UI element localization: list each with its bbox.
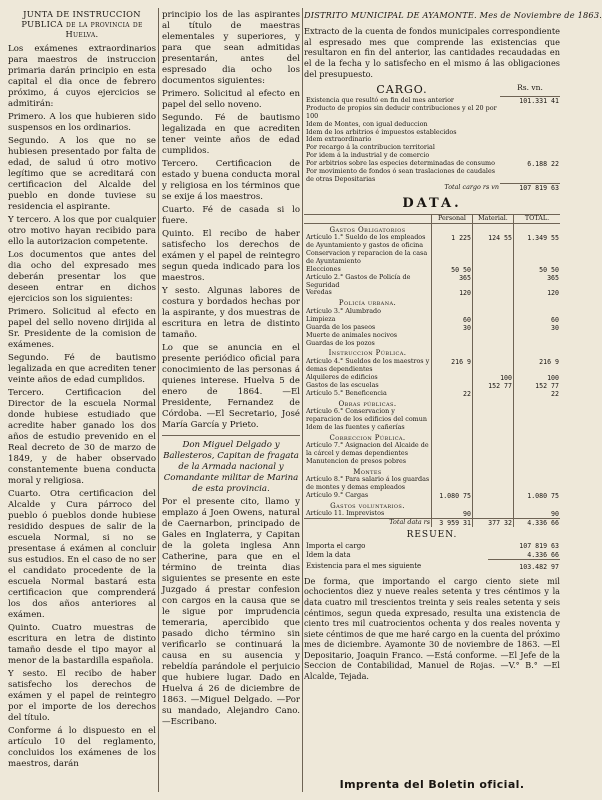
data-row [304, 492, 560, 500]
junta-paragraph: Segundo. A los que no se hubiesen presentado por falta de edad, de salud ú otro motivo legítimo que se acreditará con certificacion del Alcalde del pueblo en donde tuviese su residencia el aspirante. [8, 135, 156, 212]
data-header-personal: Personal [432, 215, 473, 224]
data-row-personal: 90 [432, 510, 473, 519]
data-row-personal [432, 408, 473, 424]
data-row [304, 250, 560, 266]
data-row-material [473, 289, 514, 297]
data-row-label: Artículo 4.° Sueldos de los maestros y demas dependientes [304, 358, 432, 374]
data-row [304, 358, 560, 374]
data-row [304, 274, 560, 290]
cargo-title: CARGO. [376, 83, 428, 97]
data-row-personal [432, 340, 473, 348]
junta-paragraph: Y sesto. El recibo de haber satisfecho los derechos de exámen y el papel de reintegro por el importe de los derechos del título. [8, 668, 156, 723]
data-group-spacer [514, 398, 561, 409]
data-row-total: 1.080 75 [527, 491, 559, 500]
data-row-personal: 365 [432, 274, 473, 290]
cargo-row-label: Por recargo á la contribucion territorial [306, 143, 435, 152]
column-rule-1 [158, 8, 159, 792]
data-group-spacer [432, 297, 473, 308]
data-row-material: 100 [473, 374, 514, 382]
junta-paragraph: Segundo. Fé de bautismo legalizada en que acrediten tener veinte años de edad cumplidos. [8, 352, 156, 385]
data-row-personal: 22 [432, 390, 473, 398]
edict-paragraph: Don Miguel Delgado y Ballesteros, Capitan de fragata de la Armada nacional y Comandante militar de Marina de esta provincia. [163, 440, 299, 494]
data-group-title: Montes [304, 466, 432, 477]
data-row-label: Idem de las fuentes y cañerías [304, 424, 432, 432]
cargo-row-amount [500, 121, 560, 129]
data-group-spacer [432, 223, 473, 234]
data-row-personal [432, 382, 473, 390]
junta-paragraph: Tercero. Certificacion del Director de la escuela Normal donde hubiese estudiado que acredite haber ganado los dos años de estudio prevenido en el Real decreto de 30 de marzo de 1849, y de haber observado constantemente buena conducta moral y religiosa. [8, 387, 156, 486]
data-row [304, 408, 560, 424]
data-row-total: 100 [547, 373, 559, 382]
data-row-label: Limpieza [304, 316, 432, 324]
data-group-spacer [514, 347, 561, 358]
data-row-material [473, 316, 514, 324]
announcement-paragraph: Segundo. Fé de bautismo legalizada en que acrediten tener veinte años de edad cumplidos. [162, 113, 300, 156]
data-row-label: Veredas [304, 289, 432, 297]
data-row-material [473, 308, 514, 316]
cargo-row-amount [500, 168, 560, 184]
data-row-total: 1.349 55 [527, 234, 559, 243]
data-row-label: Guardas de los pozos [304, 340, 432, 348]
data-row [304, 234, 560, 250]
data-row-material [473, 332, 514, 340]
data-row-label: Guarda de los paseos [304, 324, 432, 332]
data-row-material [473, 492, 514, 500]
resumen-row-label: Existencia para el mes siguiente [306, 562, 422, 571]
data-row-material [473, 340, 514, 348]
cargo-row-label: Idem de Montes, con igual deduccion [306, 119, 428, 128]
data-row-material [473, 266, 514, 274]
resumen-row-label: Importa el cargo [306, 542, 366, 551]
data-row-label: Alquileres de edificios [304, 374, 432, 382]
data-row-material [473, 390, 514, 398]
cargo-row-amount [500, 144, 560, 152]
data-row [304, 308, 560, 316]
data-group-title: Instruccion Pública. [304, 347, 432, 358]
data-row [304, 390, 560, 398]
data-row-label: Artículo 8.° Para salario á los guardas de montes y demas empleados [304, 476, 432, 492]
extract-text: Extracto de la cuenta de fondos municipales correspondiente al espresado mes que comprende las existencias que resultaron en fin del anterior, las cantidades recaudadas en el de la fecha y lo satisfecho en el mismo á las obligaciones del presupuesto. [304, 26, 560, 79]
data-row-personal: 50 50 [432, 266, 473, 274]
data-row [304, 458, 560, 466]
closing-text: De forma, que importando el cargo ciento siete mil ochocientos diez y nueve reales setenta y tres céntimos y la data cuatro mil trescientos treinta y seis reales setenta y seis céntimos, segun queda expresado, resulta una existencia de ciento tres mil cuatrocientos ochenta y dos reales noventa y siete céntimos de que me haré cargo en la cuenta del próximo mes de diciembre. Ayamonte 30 de noviembre de 1863. —El Depositario, Joaquin Franco. —Está conforme. —El Jefe de la Seccion de Contabilidad, Manuel de Rojas. —V.° B.° —El Alcalde, Tejada. [304, 575, 560, 681]
data-row-total: 365 [547, 273, 559, 282]
data-group-title: Obras públicas. [304, 398, 432, 409]
data-group-title: Correccion Pública. [304, 432, 432, 443]
data-row-personal [432, 250, 473, 266]
data-row-label: Artículo 11. Imprevistos [304, 510, 432, 519]
resumen-row-amount: 107 819 63 [519, 542, 559, 551]
data-header-total: TOTAL. [524, 214, 550, 223]
data-row-label: Muerte de animales nocivos [304, 332, 432, 340]
data-row-material [473, 442, 514, 458]
data-row-label: Artículo 7.° Asignacion del Alcaide de la cárcel y demas dependientes [304, 442, 432, 458]
cargo-total: 107 819 63 [500, 184, 560, 193]
data-group-spacer [473, 398, 514, 409]
data-group-spacer [432, 347, 473, 358]
resumen-row-amount: 4.336 66 [527, 550, 559, 559]
data-row-material: 124 55 [473, 234, 514, 250]
divider [162, 435, 300, 436]
edict-paragraph: Por el presente cito, llamo y emplazo á Joen Owens, natural de Caernarbon, principado de Gales en Inglaterra, y Capitan de la goleta inglesa Ann Catherine, para que en el término de treinta dias siguientes se presente en este Juzgado á prestar confesion con cargos en la causa que se le sigue por imprudencia temeraria, apercibido que pasado dicho término sin verificarlo se continuará la causa en su ausencia y rebeldía parándole el perjuicio que hubiere lugar. Dado en Huelva á 26 de diciembre de 1863. —Miguel Delgado. —Por su mandado, Alejandro Cano. —Escribano. [162, 497, 300, 727]
resumen-table [304, 542, 560, 571]
cargo-row [304, 105, 560, 121]
data-row [304, 289, 560, 297]
data-row-label: Artículo 3.° Alumbrado [304, 308, 432, 316]
data-row [304, 510, 560, 519]
junta-paragraph: Primero. Solicitud al efecto en papel del sello noveno dirijida al Sr. Presidente de la comision de exámenes. [8, 306, 156, 350]
data-row-label: Conservacion y reparacion de la casa de Ayuntamiento [304, 250, 432, 266]
data-row-label: Artículo 9.° Cargas [304, 492, 432, 500]
data-row-personal [432, 424, 473, 432]
cargo-total-label: Total cargo rs vn [444, 182, 499, 191]
data-group-title: Gastos Obligatorios [304, 223, 432, 234]
data-row [304, 442, 560, 458]
announcement-paragraph: Tercero. Certificacion de estado y buena conducta moral y religiosa en los términos que se exije á los maestros. [162, 159, 300, 202]
data-row-material [473, 250, 514, 266]
column-ayamonte-account [304, 10, 602, 683]
data-row-total [514, 332, 561, 340]
announcement-paragraph: Lo que se anuncia en el presente periódico oficial para conocimiento de las personas á quienes interese. Huelva 5 de enero de 1864. —El Presidente, Fernandez de Córdoba. —El Secretario, José María García y Prieto. [162, 343, 300, 430]
data-row-material [473, 358, 514, 374]
cargo-row-amount: 101.331 41 [519, 97, 559, 106]
column-continuation [162, 10, 300, 730]
data-group-spacer [473, 223, 514, 234]
cargo-row-label: Por movimiento de fondos ó sean traslaciones de caudales de otras Depositarias [306, 166, 496, 183]
data-row-total [514, 458, 561, 466]
data-row-total: 216 9 [539, 357, 559, 366]
data-row-material [473, 274, 514, 290]
cargo-row-amount [500, 105, 560, 121]
data-table [304, 214, 560, 527]
data-row-material [473, 458, 514, 466]
data-total: 4.336 66 [527, 519, 559, 528]
data-row-personal [432, 458, 473, 466]
cargo-row-amount [500, 136, 560, 144]
data-row-personal [432, 332, 473, 340]
resumen-title: RESUEN. [406, 530, 458, 541]
data-total-personal: 3 959 31 [432, 519, 473, 528]
data-row-label: Gastos de las escuelas [304, 382, 432, 390]
district-heading: DISTRITO MUNICIPAL DE AYAMONTE. Mes de Noviembre de 1863. [304, 10, 602, 20]
data-row-material [473, 324, 514, 332]
data-row-personal: 216 9 [432, 358, 473, 374]
data-row-total: 120 [547, 289, 559, 298]
data-row [304, 424, 560, 432]
data-group-spacer [514, 223, 561, 234]
data-total-label: Total data rs [304, 519, 432, 528]
cargo-row-label: Idem extraordinario [306, 135, 372, 144]
data-group-title: Gastos voluntarios. [304, 500, 432, 511]
data-row-material [473, 424, 514, 432]
cargo-row-label: Existencia que resultó en fin del mes anterior [306, 95, 454, 104]
data-row-label: Artículo 2.° Gastos de Policía de Seguridad [304, 274, 432, 290]
data-group-spacer [514, 466, 561, 477]
data-row-personal: 120 [432, 289, 473, 297]
data-group-spacer [432, 466, 473, 477]
data-row-personal [432, 374, 473, 382]
announcement-paragraph: principio los de las aspirantes al título de maestras elementales y superiores, y para que sean admitidas presentarán, antes del espresado dia ocho los documentos siguientes: [162, 10, 300, 86]
data-header-material: Material. [473, 215, 514, 224]
cargo-row [304, 168, 560, 184]
data-group-spacer [432, 398, 473, 409]
printer-footer: Imprenta del Boletin oficial. [339, 778, 525, 791]
data-row-total: 50 50 [539, 265, 559, 274]
data-group-spacer [473, 500, 514, 511]
data-title: DATA. [402, 196, 462, 212]
junta-paragraph: Conforme á lo dispuesto en el artículo 10 del reglamento, concluidos los exámenes de los maestros, darán [8, 725, 156, 769]
data-row-total [514, 476, 561, 492]
junta-paragraph: Y tercero. A los que por cualquier otro motivo hayan recibido para ello la autorizacion competente. [8, 214, 156, 247]
data-group-spacer [473, 432, 514, 443]
data-row-material: 152 77 [473, 382, 514, 390]
resumen-row-amount: 103.482 97 [488, 559, 560, 571]
cargo-row-label: Por arbitrios sobre las especies determinadas de consumo [306, 158, 495, 167]
resumen-row [304, 559, 560, 571]
data-row-personal [432, 308, 473, 316]
cargo-table [304, 83, 560, 192]
cargo-unit: Rs. vn. [500, 83, 560, 96]
data-row-total [514, 250, 561, 266]
data-group-spacer [432, 500, 473, 511]
data-row-personal: 60 [432, 316, 473, 324]
data-group-spacer [473, 466, 514, 477]
data-row-total [514, 442, 561, 458]
continuation-paragraphs [162, 10, 300, 431]
data-row [304, 476, 560, 492]
data-row-total [514, 340, 561, 348]
data-group-spacer [514, 500, 561, 511]
data-row-material [473, 408, 514, 424]
data-header-concept [304, 215, 432, 224]
data-total-material: 377 32 [473, 519, 514, 528]
junta-heading: JUNTA DE INSTRUCCION PUBLICA de la provincia de Huelva. [21, 9, 143, 39]
data-row-label: Manutencion de presos pobres [304, 458, 432, 466]
data-row-personal [432, 442, 473, 458]
data-row-total [514, 424, 561, 432]
resumen-row [304, 551, 560, 560]
announcement-paragraph: Quinto. El recibo de haber satisfecho los derechos de exámen y el papel de reintegro segun queda indicado para los maestros. [162, 229, 300, 283]
data-row-total: 60 [551, 315, 559, 324]
data-row [304, 340, 560, 348]
column-rule-2 [302, 8, 303, 792]
data-row-label: Artículo 1.° Sueldo de los empleados de Ayuntamiento y gastos de oficina [304, 234, 432, 250]
announcement-paragraph: Y sesto. Algunas labores de costura y bordados hechas por la aspirante, y dos muestras de escritura en letra de distinto tamaño. [162, 286, 300, 340]
data-row-personal: 1 225 [432, 234, 473, 250]
cargo-row-amount [500, 152, 560, 160]
data-row-label: Artículo 5.° Beneficencia [304, 390, 432, 398]
data-row-personal: 30 [432, 324, 473, 332]
cargo-row-amount [500, 129, 560, 137]
data-row-material [473, 476, 514, 492]
data-group-spacer [432, 432, 473, 443]
column-junta [8, 10, 156, 772]
announcement-paragraph: Cuarto. Fé de casada si lo fuere. [162, 205, 300, 226]
data-group-title: Policía urbana. [304, 297, 432, 308]
cargo-row-label: Producto de propios sin deducir contribuciones y el 20 por 100 [306, 104, 497, 121]
data-row-label: Elecciones [304, 266, 432, 274]
data-row-material [473, 510, 514, 519]
junta-paragraph: Cuarto. Otra certificacion del Alcalde y Cura párroco del pueblo ó pueblos donde hubiese residido despues de salir de la escuela Normal, si no se presentase á exámen al concluir sus estudios. En el caso de no ser el candidato procedente de la escuela Normal bastará esta certificacion que comprenderá los dos años anteriores al exámen. [8, 488, 156, 620]
data-group-spacer [473, 347, 514, 358]
resumen-row-label: Idem la data [306, 550, 351, 559]
junta-paragraph: Quinto. Cuatro muestras de escritura en letra de distinto tamaño desde el tipo mayor al menor de la bastardilla española. [8, 622, 156, 666]
data-group-spacer [514, 297, 561, 308]
cargo-row-label: Por idem á la industrial y de comercio [306, 151, 430, 160]
data-row-total: 22 [551, 389, 559, 398]
resumen-row [304, 542, 560, 551]
junta-paragraph: Los exámenes extraordinarios para maestros de instruccion primaria darán principio en esta capital el dia once de febrero próximo, á cuyos ejercicios se admitirán: [8, 43, 156, 109]
junta-paragraph: Primero. A los que hubieren sido suspensos en los ordinarios. [8, 111, 156, 133]
cargo-row-amount: 6.188 22 [527, 159, 559, 168]
data-row-personal: 1.080 75 [432, 492, 473, 500]
data-row-total: 90 [551, 510, 559, 519]
junta-paragraph: Los documentos que antes del dia ocho del expresado mes deberán presentar los que deseen entrar en dichos ejercicios son los siguientes: [8, 249, 156, 304]
marina-edict [162, 440, 300, 728]
data-group-spacer [514, 432, 561, 443]
data-row-total [514, 308, 561, 316]
data-row-total: 30 [551, 323, 559, 332]
data-row-total [514, 408, 561, 424]
cargo-row-label: Idem de los arbitrios é impuestos establecidos [306, 127, 457, 136]
junta-paragraphs [8, 44, 156, 770]
data-row-total: 152 77 [535, 381, 559, 390]
data-group-spacer [473, 297, 514, 308]
data-row-label: Artículo 6.° Conservacion y reparacion de los edificios del comun [304, 408, 432, 424]
data-row-personal [432, 476, 473, 492]
announcement-paragraph: Primero. Solicitud al efecto en papel del sello noveno. [162, 89, 300, 110]
